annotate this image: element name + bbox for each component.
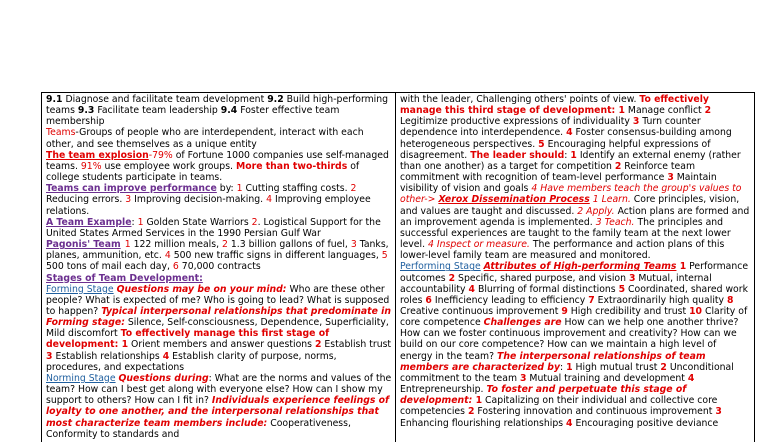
stat-text: of Fortune 1000 companies use self-managed teams. [46,149,389,172]
list-number: 5 [538,138,545,150]
text-run: Golden State Warriors [143,216,252,228]
list-number: 7 [588,294,595,306]
text-run: Performance outcomes [400,261,749,284]
text-run: Identify an external enemy (rather than one another) as a target for competition [400,149,741,172]
list-number: 2 [222,239,228,251]
left-column [42,93,396,442]
objective-text: Diagnose and facilitate team development [62,94,268,105]
objective-text: Foster effective team membership [46,105,340,128]
norming-individuals-label: Individuals experience feelings of loyalty to one another, and the interpersonal relationships that most characterize team members include: [46,395,390,429]
forming-manage-label: To effectively manage this first stage of development: [46,328,330,351]
list-number: 9 [561,305,568,317]
forming-stage-paragraph [46,284,392,373]
team-example-heading: A Team Example [46,216,132,228]
teams-definition [46,127,392,149]
pagonis-team-paragraph [46,239,392,272]
list-number: 4 [687,372,695,384]
list-number: 3 [519,372,527,384]
text-run: by: [216,183,237,195]
list-number: 4 [162,350,170,362]
list-number: 1 [676,261,687,273]
text-run: Action plans are formed and an improvement agenda is implemented. [400,205,750,228]
team-explosion-heading: The team explosion [46,149,149,161]
text-run: Entrepreneurship. [400,384,487,396]
objective-number: 9.3 [77,105,95,117]
learn-label: 1 Learn. [589,194,631,206]
stat-79: -79% [148,149,173,161]
high-performing-attributes-heading: Attributes of High-performing Teams [483,261,677,273]
list-number: 1 [566,361,573,373]
list-number: 4 [164,250,171,262]
objective-text: Facilitate team leadership [94,105,221,117]
text-run: Improving decision-making. [131,194,267,206]
list-number: 1 [570,149,577,161]
text-run: Core principles, vision, and values are taught and discussed. [400,194,740,217]
list-number: 2 [660,361,667,373]
text-run: 1.3 billion gallons of fuel, [227,239,351,251]
challenges-label: Challenges are [483,317,562,329]
list-number: 2 [467,406,475,418]
list-number: 2 [704,105,712,117]
list-number: 4 [266,194,273,206]
text-run: Establish clarity of purpose, norms, procedures, and expectations [46,350,337,373]
teams-term: Teams [46,127,76,139]
list-number: 1 [615,105,625,117]
interpersonal-relationships-label: The interpersonal relationships of team members are characterized by [400,350,706,373]
xerox-process-heading: Xerox Dissemination Process [438,194,590,206]
list-number: 1 [472,395,483,407]
forming-stage-heading: Forming Stage [46,283,114,295]
list-number: 4 [566,417,573,429]
inspect-label: 4 Inspect or measure. [428,239,530,251]
text-run: Improving employee relations. [46,194,371,217]
improve-performance-paragraph [46,183,392,216]
text-run: Reinforce team commitment with recognition of team-level performance [400,160,696,184]
text-run: Fostering innovation and continuous improvement [474,406,716,418]
right-column [396,93,754,442]
text-run: Legitimize productive expressions of individuality [400,116,633,128]
storming-manage-label: To effectively manage this third stage of development: [400,94,709,117]
text-run: Extraordinarily high quality [594,294,728,306]
text-run: Creative continuous improvement [400,305,562,317]
text-run: 122 million meals, [130,239,222,251]
apply-label: 2 Apply. [577,205,615,217]
text-run: Establish relationships [52,350,163,362]
objectives-paragraph [46,94,392,127]
text-run: Encouraging helpful expressions of disagreement. [400,138,711,161]
list-number: 2 [448,272,456,284]
list-number: 8 [727,294,734,306]
norming-stage-paragraph [46,373,392,440]
text-run: High credibility and trust [567,305,690,317]
list-number: 6 [172,261,179,273]
text-run: Unconditional commitment to the team [400,361,734,384]
norming-questions-label: Questions during [118,372,209,384]
text-run: 500 new traffic signs in different languages, [170,250,382,262]
text-run: The performance and action plans of this lower-level family team are measured and monitored. [400,239,725,262]
teams-definition-text: -Groups of people who are interdependent, interact with each other, and see themselves as a unique entity [46,127,364,150]
teach-values-label: 4 Have members teach the group's values to other-> [400,183,742,206]
performing-stage-heading: Performing Stage [400,261,481,273]
objective-number: 9.2 [267,94,284,105]
text-run: Specific, shared purpose, and vision [455,272,629,284]
list-number: 5 [618,283,626,295]
text-run: : [560,361,567,373]
improve-performance-heading: Teams can improve performance [46,183,217,195]
storming-continuation-paragraph [400,94,750,261]
list-number: 1 [124,239,131,251]
list-number: 5 [381,250,388,262]
text-run: 70,000 contracts [178,261,261,273]
text-run: . Logistical Support for the United States Armed Services in the 1990 Persian Gulf War [46,216,381,239]
text-run: Mutual, internal accountability [400,272,712,295]
text-run: Silence, Self-consciousness, Dependence, Superficiality, Mild discomfort [46,317,389,340]
list-number: 3 [715,406,722,418]
text-run: Blurring of formal distinctions [474,283,619,295]
list-number: 3 [125,194,132,206]
text-run: Coordinated, shared work roles [400,283,748,306]
text-run: Manage conflict [624,105,705,117]
list-number: 2 [614,160,622,172]
text-run: : [131,216,138,228]
list-number: 3 [46,350,53,362]
text-run: Foster consensus-building among heterogeneous perspectives. [400,127,732,150]
list-number: 1 [137,216,144,228]
list-number: 1 [236,183,243,195]
performing-stage-paragraph [400,261,750,428]
list-number: 1 [118,339,129,351]
list-number: 10 [689,305,703,317]
text-run: Encouraging positive deviance [572,417,719,429]
objective-number: 9.1 [46,94,63,105]
text-run: : [564,149,571,161]
list-number: 4 [566,127,573,139]
text-run: Who are these other people? What is expected of me? Who is going to lead? What is supposed to happen? [46,283,390,317]
forming-questions-label: Questions may be on your mind: [116,283,287,295]
document-page [41,92,755,442]
stat-text: use employee work groups. [101,160,236,172]
text-run: High mutual trust [572,361,661,373]
text-run: 500 tons of mail each day, [46,261,173,273]
text-run: Mutual training and development [526,372,688,384]
text-run: Clarity of core competence [400,305,748,329]
leader-should-label: The leader should [470,149,565,161]
text-run: : What are the norms and values of the team? How can I best get along with everyone else? How can I show my support to others? How can I fit in? [46,372,392,407]
text-run: Establish trust [321,339,392,351]
text-run: How can we help one another thrive? How can we foster continuous improvement and creativity? How can we build on our core competence? How can we maintain a high level of energy in the team? [400,317,739,362]
list-number: 3 [632,116,640,128]
objective-text: Build high-performing teams [46,94,389,117]
forming-typical-label: Typical interpersonal relationships that predominate in Forming stage: [46,305,391,329]
text-run: Inefficiency leading to efficiency [431,294,589,306]
list-number: 2 [251,216,258,228]
stat-text: of college students participate in teams. [46,160,360,184]
stat-two-thirds: More than two-thirds [235,160,348,172]
text-run: Capitalizing on their individual and collective core competencies [400,395,718,418]
list-number: 2 [350,183,357,195]
text-run: Enhancing flourishing relationships [400,417,567,429]
text-run: Orient members and answer questions [128,339,315,351]
list-number: 6 [425,294,432,306]
text-run: Tanks, planes, ammunition, etc. [46,239,389,262]
text-run: The principles and successful experiences are taught to the family team at the next lower level. [400,216,731,251]
stat-91: 91% [80,160,102,172]
teach-label: 3 Teach. [595,216,635,228]
list-number: 3 [667,172,674,184]
list-number: 3 [628,272,636,284]
pagonis-team-heading: Pagonis' Team [46,239,121,251]
text-run: Reducing errors. [46,194,126,206]
text-run: Turn counter dependence into interdependence. [400,116,701,139]
text-run: Cutting staffing costs. [242,183,351,195]
team-explosion-paragraph [46,150,392,183]
text-run: Maintain visibility of vision and goals [400,172,717,195]
list-number: 4 [468,283,475,295]
norming-stage-heading: Norming Stage [46,372,116,384]
text-run: Cooperativeness, Conformity to standards and [46,417,351,440]
stages-heading: Stages of Team Development: [46,272,203,284]
stages-heading-paragraph [46,273,392,284]
foster-perpetuate-label: To foster and perpetuate this stage of development: [400,384,687,407]
list-number: 3 [350,239,357,251]
objective-number: 9.4 [220,105,238,117]
team-example-paragraph [46,217,392,239]
list-number: 2 [314,339,322,351]
text-run: with the leader, Challenging others' points of view. [400,94,640,105]
